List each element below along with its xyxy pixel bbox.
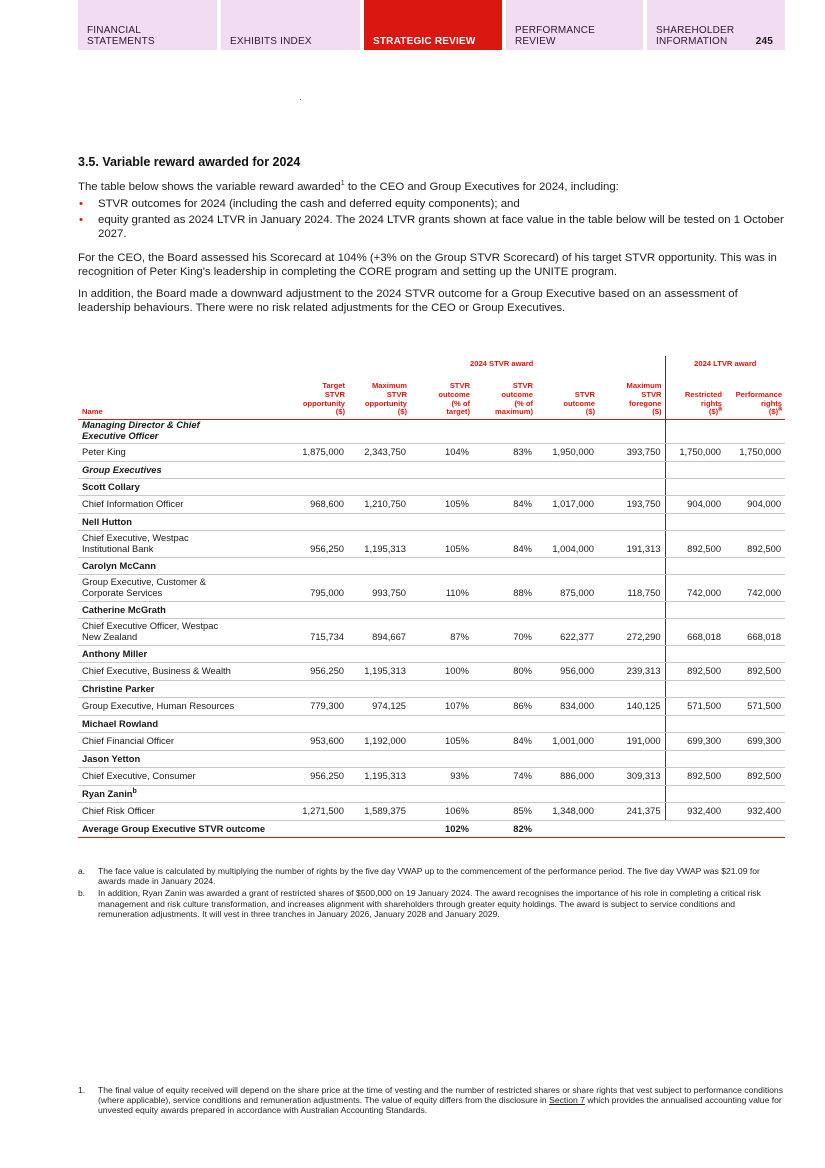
footnote-1 [78, 1085, 785, 1118]
cell-value: 74% [473, 768, 536, 786]
cell-value: 571,500 [725, 698, 785, 716]
cell-value: 86% [473, 698, 536, 716]
cell-value: 107% [410, 698, 473, 716]
cell-value: 668,018 [725, 619, 785, 646]
cell-value: 956,250 [283, 768, 348, 786]
cell-value: 892,500 [665, 531, 725, 558]
table-body [78, 420, 785, 821]
cell-value: 1,750,000 [665, 444, 725, 462]
executive-name-row [78, 716, 785, 733]
cell-value: 191,000 [598, 733, 665, 751]
cell-role: Group Executive, Human Resources [78, 698, 283, 716]
footnote-ref[interactable]: a [718, 405, 723, 413]
table-row [78, 768, 785, 786]
column-header-restricted [665, 371, 725, 420]
cell-value: 956,250 [283, 531, 348, 558]
cell-value: 80% [473, 663, 536, 681]
cell-name [78, 514, 283, 531]
executive-name-row [78, 602, 785, 619]
cell-value: 892,500 [725, 663, 785, 681]
list-item: • equity granted as 2024 LTVR in January 2024. The 2024 LTVR grants shown at face value in the table below will be tested on 1 October 2027. [78, 214, 785, 241]
executive-name-row [78, 558, 785, 575]
note-marker: a. [78, 866, 86, 876]
cell-value: 1,192,000 [348, 733, 410, 751]
cell-value: 834,000 [536, 698, 598, 716]
executive-name-row [78, 751, 785, 768]
section-title: 3.5. Variable reward awarded for 2024 [78, 155, 301, 169]
average-pct-target: 102% [410, 821, 473, 838]
header-text: Performance rights ($) [735, 389, 783, 417]
tab-strategic-review[interactable] [364, 0, 502, 50]
cell-value: 140,125 [598, 698, 665, 716]
header-text: Restricted rights ($) [684, 389, 723, 417]
footnote-text-b: which provides the annualised accounting value for unvested equity awards prepared in accordance with Australian Accounting Standards. [98, 1095, 782, 1116]
executive-name: Nell Hutton [82, 515, 132, 527]
cell-value: 1,348,000 [536, 803, 598, 821]
cell-value: 892,500 [725, 531, 785, 558]
column-header-pct-target: STVR outcome (% of target) [410, 371, 473, 420]
tab-financial-statements[interactable] [78, 0, 217, 50]
cell-value: 1,589,375 [348, 803, 410, 821]
cell-name [78, 479, 283, 496]
tab-label: PERFORMANCE REVIEW [515, 25, 595, 47]
cell-value: 904,000 [725, 496, 785, 514]
cell-name [78, 558, 283, 575]
cell-role: Chief Risk Officer [78, 803, 283, 821]
cell-value: 88% [473, 575, 536, 602]
footnote-ref[interactable]: 1 [340, 180, 345, 188]
cell-name [78, 646, 283, 663]
table-row [78, 663, 785, 681]
adjustment-paragraph: In addition, the Board made a downward adjustment to the 2024 STVR outcome for a Group Executive based on an assessment of leadership behaviours. There were no risk related adjustments for the CEO or Group Executives. [78, 288, 738, 314]
column-header-outcome: STVR outcome ($) [536, 371, 598, 420]
executive-name: Carolyn McCann [82, 559, 156, 571]
cell-value: 974,125 [348, 698, 410, 716]
cell-value: 892,500 [665, 768, 725, 786]
column-header-name: Name [78, 371, 283, 420]
cell-value: 1,271,500 [283, 803, 348, 821]
group-header-stvr: 2024 STVR award [470, 359, 534, 368]
cell-value: 932,400 [665, 803, 725, 821]
executive-name: Michael Rowland [82, 717, 159, 729]
table-row [78, 698, 785, 716]
cell-value: 84% [473, 496, 536, 514]
section-row [78, 462, 785, 479]
note-a [78, 866, 785, 886]
executive-name: Ryan Zanin [82, 787, 133, 799]
note-marker: 1. [78, 1085, 86, 1095]
cell-value: 875,000 [536, 575, 598, 602]
cell-value: 100% [410, 663, 473, 681]
intro-text: The table below shows the variable reward awarded [78, 181, 341, 193]
cell-role: Group Executive, Customer & Corporate Services [78, 575, 283, 602]
cell-role: Chief Executive, Business & Wealth [78, 663, 283, 681]
cell-value: 904,000 [665, 496, 725, 514]
page-number: 245 [755, 36, 773, 47]
cell-value: 1,001,000 [536, 733, 598, 751]
executive-name: Scott Collary [82, 480, 140, 492]
executive-name: Catherine McGrath [82, 603, 166, 615]
cell-value: 105% [410, 496, 473, 514]
table-row [78, 444, 785, 462]
cell-value: 1,017,000 [536, 496, 598, 514]
cell-value: 191,313 [598, 531, 665, 558]
average-label: Average Group Executive STVR outcome [78, 821, 283, 838]
cell-value: 106% [410, 803, 473, 821]
section-7-link[interactable]: Section 7 [549, 1095, 585, 1106]
cell-value: 892,500 [665, 663, 725, 681]
cell-value: 779,300 [283, 698, 348, 716]
cell-name: Peter King [78, 444, 283, 462]
cell-value: 241,375 [598, 803, 665, 821]
column-header-performance [725, 371, 785, 420]
cell-value: 85% [473, 803, 536, 821]
executive-name: Anthony Miller [82, 647, 148, 659]
cell-value: 239,313 [598, 663, 665, 681]
cell-value: 953,600 [283, 733, 348, 751]
cell-value: 571,500 [665, 698, 725, 716]
cell-role: Chief Financial Officer [78, 733, 283, 751]
cell-value: 956,250 [283, 663, 348, 681]
variable-reward-table [78, 356, 785, 838]
intro-text-cont: to the CEO and Group Executives for 2024, including: [344, 181, 619, 193]
cell-value: 715,734 [283, 619, 348, 646]
cell-role: Chief Executive, Consumer [78, 768, 283, 786]
cell-value: 668,018 [665, 619, 725, 646]
executive-name-row [78, 646, 785, 663]
tab-label: SHAREHOLDER INFORMATION [656, 25, 735, 47]
executive-name: Christine Parker [82, 682, 155, 694]
ceo-paragraph: For the CEO, the Board assessed his Scorecard at 104% (+3% on the Group STVR Scorecard) of his target STVR opportunity. This was in recognition of Peter King's leadership in completing the CORE program and setting up the UNITE program. [78, 252, 777, 278]
cell-name [78, 681, 283, 698]
table-row [78, 531, 785, 558]
cell-value: 393,750 [598, 444, 665, 462]
cell-value: 87% [410, 619, 473, 646]
cell-value: 892,500 [725, 768, 785, 786]
note-b [78, 888, 785, 919]
note-text: In addition, Ryan Zanin was awarded a grant of restricted shares of $500,000 on 19 January 2024. The award recognises the importance of his role in completing a critical risk management and risk culture transformation, and increases alignment with shareholders through greater equity holdings. The award is subject to service conditions and remuneration adjustments. It will vest in three tranches in January 2026, January 2028 and January 2029. [98, 888, 761, 919]
section-row [78, 420, 785, 444]
table-row [78, 803, 785, 821]
cell-value: 104% [410, 444, 473, 462]
cell-role: Chief Executive Officer, Westpac New Zealand [78, 619, 283, 646]
cell-name [78, 786, 283, 803]
cell-value: 894,667 [348, 619, 410, 646]
intro-paragraph [78, 181, 785, 195]
footnote-text [98, 1085, 785, 1116]
table-row [78, 496, 785, 514]
footnote-ref[interactable]: b [132, 787, 137, 795]
cell-value: 1,195,313 [348, 663, 410, 681]
footnote-ref[interactable]: a [778, 405, 783, 413]
group-header-ltvr: 2024 LTVR award [665, 356, 785, 371]
cell-value: 886,000 [536, 768, 598, 786]
tab-label: FINANCIAL STATEMENTS [87, 25, 155, 47]
cell-value: 105% [410, 733, 473, 751]
table-notes [78, 866, 785, 921]
cell-name [78, 751, 283, 768]
cell-role: Chief Executive, Westpac Institutional Bank [78, 531, 283, 558]
average-row [78, 821, 785, 838]
cell-value: 1,195,313 [348, 531, 410, 558]
cell-value: 118,750 [598, 575, 665, 602]
note-marker: b. [78, 888, 86, 899]
cell-value: 956,000 [536, 663, 598, 681]
cell-value: 795,000 [283, 575, 348, 602]
cell-value: 1,195,313 [348, 768, 410, 786]
cell-value: 2,343,750 [348, 444, 410, 462]
cell-value: 699,300 [725, 733, 785, 751]
footnote-text-a: The final value of equity received will depend on the share price at the time of vesting and the number of restricted shares or share rights that vest subject to performance conditions (where applicable), service conditions and remuneration adjustments. The value of equity differs from the disclosure in [98, 1085, 784, 1106]
cell-value: 1,950,000 [536, 444, 598, 462]
table-row [78, 619, 785, 646]
list-item: • STVR outcomes for 2024 (including the cash and deferred equity components); and [78, 198, 785, 212]
cell-value: 93% [410, 768, 473, 786]
tab-label: EXHIBITS INDEX [230, 36, 312, 47]
decorative-dot [300, 99, 301, 100]
column-header-pct-maximum: STVR outcome (% of maximum) [473, 371, 536, 420]
cell-value: 105% [410, 531, 473, 558]
tab-performance-review[interactable] [506, 0, 643, 50]
cell-value: 968,600 [283, 496, 348, 514]
cell-value: 699,300 [665, 733, 725, 751]
cell-value: 84% [473, 531, 536, 558]
average-pct-maximum: 82% [473, 821, 536, 838]
footnote-body [78, 1085, 785, 1116]
cell-name [78, 602, 283, 619]
section-label: Managing Director & Chief Executive Officer [78, 420, 283, 444]
executive-name-row [78, 514, 785, 531]
executive-name-row [78, 479, 785, 496]
column-header-maximum: Maximum STVR opportunity ($) [348, 371, 410, 420]
table-row [78, 733, 785, 751]
table-row [78, 575, 785, 602]
column-header-foregone: Maximum STVR foregone ($) [598, 371, 665, 420]
cell-value: 1,210,750 [348, 496, 410, 514]
cell-value: 1,750,000 [725, 444, 785, 462]
top-navigation [78, 0, 785, 50]
section-content [78, 155, 785, 324]
executive-name-row [78, 786, 785, 803]
cell-value: 84% [473, 733, 536, 751]
cell-value: 1,004,000 [536, 531, 598, 558]
cell-value: 993,750 [348, 575, 410, 602]
cell-value: 1,875,000 [283, 444, 348, 462]
cell-value: 309,313 [598, 768, 665, 786]
cell-value: 932,400 [725, 803, 785, 821]
cell-role: Chief Information Officer [78, 496, 283, 514]
cell-value: 622,377 [536, 619, 598, 646]
section-label: Group Executives [78, 462, 283, 479]
cell-value: 83% [473, 444, 536, 462]
note-text: The face value is calculated by multiplying the number of rights by the five day VWAP up to the commencement of the performance period. The five day VWAP was $21.09 for awards made in January 2024. [98, 866, 760, 887]
tab-label: STRATEGIC REVIEW [373, 36, 476, 47]
column-header-target: Target STVR opportunity ($) [283, 371, 348, 420]
cell-value: 742,000 [725, 575, 785, 602]
bullet-list [78, 198, 785, 242]
cell-value: 742,000 [665, 575, 725, 602]
executive-name: Jason Yetton [82, 752, 141, 764]
tab-exhibits-index[interactable] [221, 0, 360, 50]
executive-name-row [78, 681, 785, 698]
tab-shareholder-information[interactable] [647, 0, 785, 50]
cell-value: 110% [410, 575, 473, 602]
cell-value: 193,750 [598, 496, 665, 514]
cell-value: 272,290 [598, 619, 665, 646]
cell-value: 70% [473, 619, 536, 646]
cell-name [78, 716, 283, 733]
